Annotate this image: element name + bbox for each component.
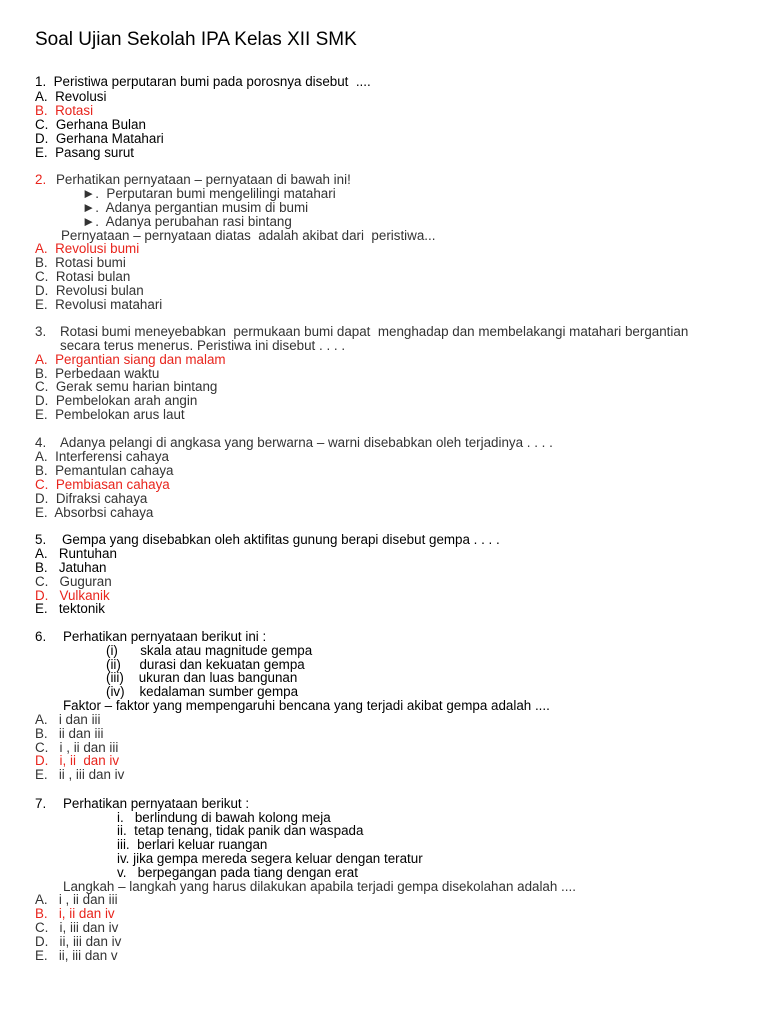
- question-4: Adanya pelangi di angkasa yang berwarna – warni disebabkan oleh terjadinya . . . .: [60, 435, 553, 450]
- q5-option-c: C. Guguran: [35, 574, 112, 589]
- q2-option-c: C. Rotasi bulan: [35, 269, 131, 284]
- q4-option-a: A. Interferensi cahaya: [35, 449, 169, 464]
- q7-option-d: D. ii, iii dan iv: [35, 934, 122, 949]
- q1-option-e: E. Pasang surut: [35, 145, 134, 160]
- q5-option-e: E. tektonik: [35, 601, 105, 616]
- page-title: Soal Ujian Sekolah IPA Kelas XII SMK: [35, 29, 357, 50]
- question-1: 1. Peristiwa perputaran bumi pada porosnya disebut ....: [35, 74, 371, 89]
- q6-number: 6.: [35, 629, 47, 644]
- q1-option-c: C. Gerhana Bulan: [35, 117, 146, 132]
- q7-item-3: iii. berlari keluar ruangan: [117, 837, 268, 852]
- q4-option-d: D. Difraksi cahaya: [35, 491, 148, 506]
- q2-option-b: B. Rotasi bumi: [35, 255, 126, 270]
- q2-option-d: D. Revolusi bulan: [35, 283, 144, 298]
- q7-item-4: iv. jika gempa mereda segera keluar dengan teratur: [117, 851, 423, 866]
- q7-option-e: E. ii, iii dan v: [35, 948, 118, 963]
- question-3-line-2: secara terus menerus. Peristiwa ini disebut . . . .: [60, 338, 346, 353]
- q3-option-c: C. Gerak semu harian bintang: [35, 379, 218, 394]
- q4-option-b: B. Pemantulan cahaya: [35, 463, 174, 478]
- q4-option-c-answer: C. Pembiasan cahaya: [35, 477, 170, 492]
- q3-option-a-answer: A. Pergantian siang dan malam: [35, 352, 226, 367]
- q2-bullet-2: ►. Adanya pergantian musim di bumi: [82, 200, 309, 215]
- q2-followup: Pernyataan – pernyataan diatas adalah akibat dari peristiwa...: [61, 228, 436, 243]
- q7-option-c: C. i, iii dan iv: [35, 920, 119, 935]
- q5-option-a: A. Runtuhan: [35, 546, 117, 561]
- question-2: Perhatikan pernyataan – pernyataan di bawah ini!: [56, 172, 351, 187]
- q7-item-1: i. berlindung di bawah kolong meja: [117, 810, 331, 825]
- question-6: Perhatikan pernyataan berikut ini :: [63, 629, 267, 644]
- q7-option-b-answer: B. i, ii dan iv: [35, 906, 115, 921]
- q6-item-2: (ii) durasi dan kekuatan gempa: [106, 657, 305, 672]
- q7-option-a: A. i , ii dan iii: [35, 892, 118, 907]
- question-7: Perhatikan pernyataan berikut :: [63, 796, 250, 811]
- question-5: Gempa yang disebabkan oleh aktifitas gunung berapi disebut gempa . . . .: [62, 532, 500, 547]
- q3-number: 3.: [35, 324, 47, 339]
- q6-option-a: A. i dan iii: [35, 712, 101, 727]
- q3-option-d: D. Pembelokan arah angin: [35, 393, 198, 408]
- q2-bullet-3: ►. Adanya perubahan rasi bintang: [82, 214, 292, 229]
- q5-number: 5.: [35, 532, 47, 547]
- q6-option-d-answer: D. i, ii dan iv: [35, 753, 120, 768]
- q7-item-2: ii. tetap tenang, tidak panik dan waspada: [117, 823, 364, 838]
- q6-followup: Faktor – faktor yang mempengaruhi bencana yang terjadi akibat gempa adalah ....: [63, 698, 550, 713]
- q4-number: 4.: [35, 435, 47, 450]
- q7-number: 7.: [35, 796, 47, 811]
- q7-followup: Langkah – langkah yang harus dilakukan apabila terjadi gempa disekolahan adalah ....: [63, 879, 576, 894]
- q6-item-3: (iii) ukuran dan luas bangunan: [106, 670, 298, 685]
- q1-option-d: D. Gerhana Matahari: [35, 131, 164, 146]
- q2-option-a-answer: A. Revolusi bumi: [35, 241, 140, 256]
- q3-option-e: E. Pembelokan arus laut: [35, 407, 185, 422]
- q2-option-e: E. Revolusi matahari: [35, 297, 163, 312]
- q2-number: 2.: [35, 172, 47, 187]
- q2-bullet-1: ►. Perputaran bumi mengelilingi matahari: [82, 186, 336, 201]
- q5-option-b: B. Jatuhan: [35, 560, 107, 575]
- q4-option-e: E. Absorbsi cahaya: [35, 505, 154, 520]
- q5-option-d-answer: D. Vulkanik: [35, 588, 110, 603]
- q6-option-c: C. i , ii dan iii: [35, 740, 119, 755]
- q6-option-b: B. ii dan iii: [35, 726, 104, 741]
- q1-option-a: A. Revolusi: [35, 89, 107, 104]
- q3-option-b: B. Perbedaan waktu: [35, 366, 160, 381]
- q6-option-e: E. ii , iii dan iv: [35, 767, 125, 782]
- q7-item-5: v. berpegangan pada tiang dengan erat: [117, 865, 358, 880]
- question-3-line-1: Rotasi bumi meneyebabkan permukaan bumi dapat menghadap dan membelakangi matahari bergantian: [60, 324, 689, 339]
- q6-item-4: (iv) kedalaman sumber gempa: [106, 684, 299, 699]
- q6-item-1: (i) skala atau magnitude gempa: [106, 643, 313, 658]
- q1-option-b-answer: B. Rotasi: [35, 103, 94, 118]
